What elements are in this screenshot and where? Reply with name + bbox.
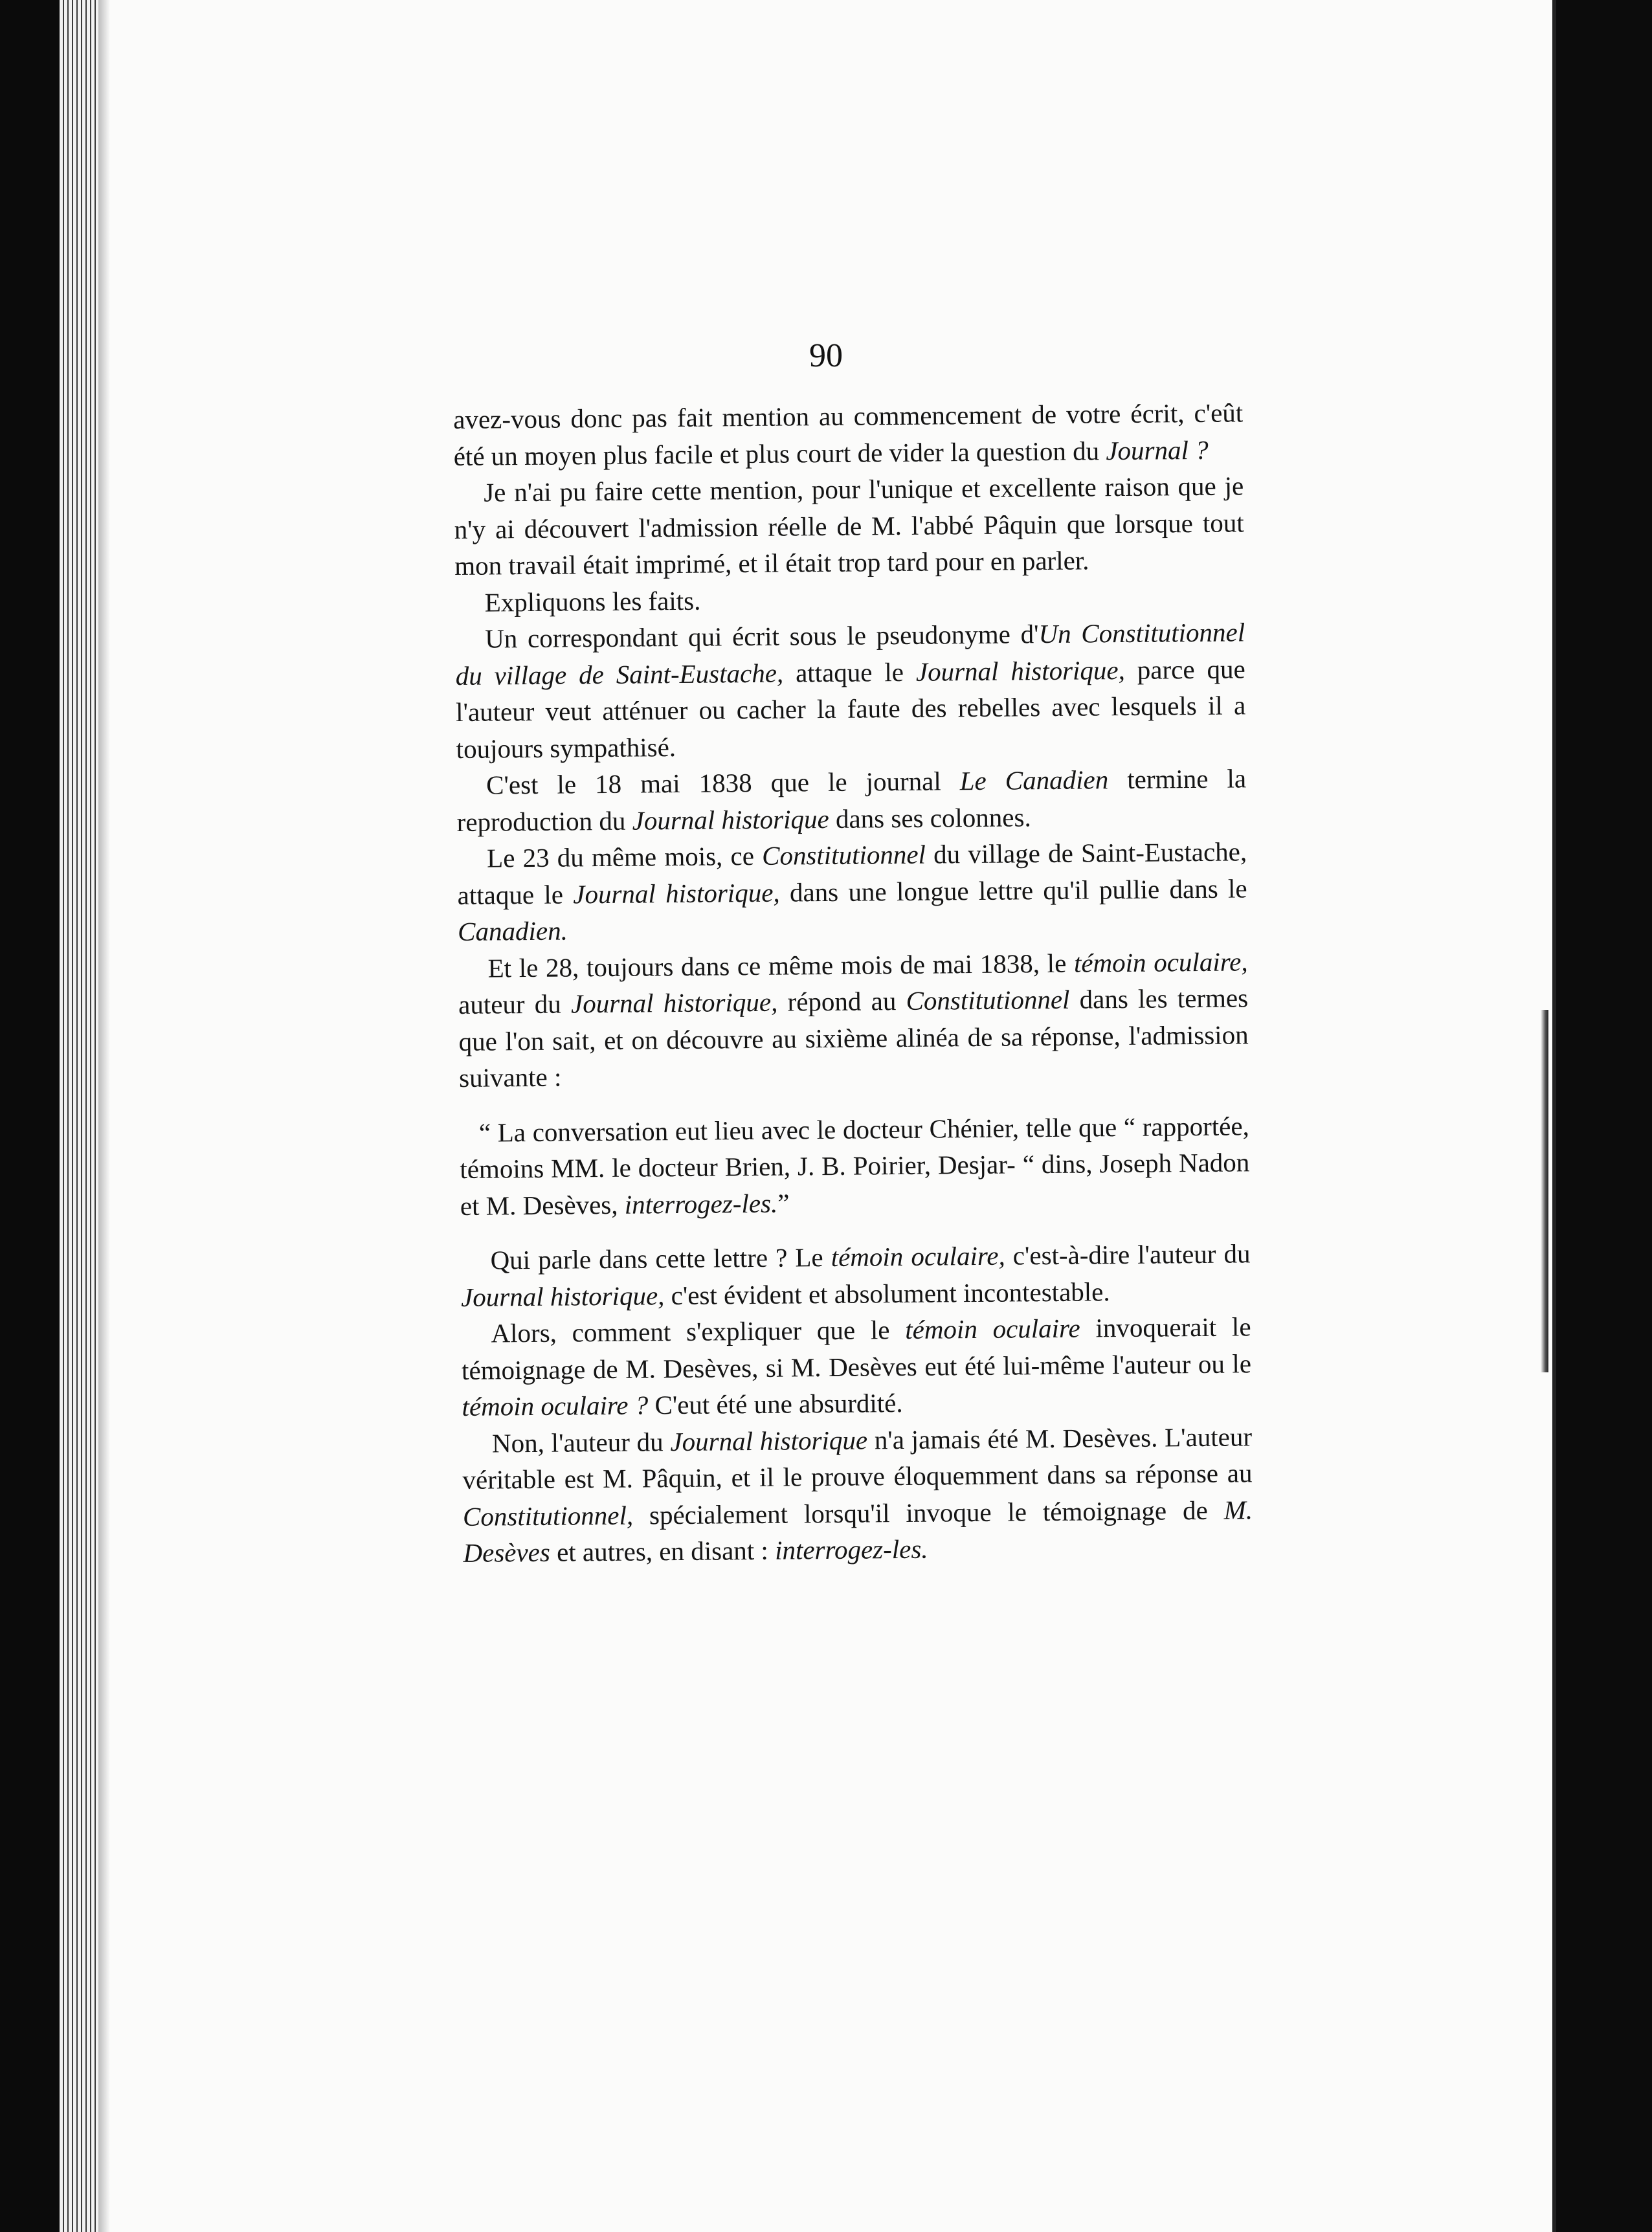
text-run: ” [777,1188,790,1218]
paragraph [457,833,1247,950]
paragraph [458,943,1249,1097]
paragraph [455,614,1246,767]
italic-text: Journal historique [632,803,829,836]
paragraph [454,467,1244,584]
text-run: Je n'ai pu faire cette mention, pour l'unique et excellente raison que je n'y ai découvert l'admission réelle de M. l'abbé Pâquin que lorsque tout mon travail était imprimé, et il était trop tard pour en parler. [454,471,1244,581]
italic-text: témoin oculaire ? [462,1390,649,1422]
text-run: n'a jamais été M. Desèves. L'auteur véritable est M. Pâquin, et il le prouve éloquemment dans sa réponse au [462,1421,1253,1495]
italic-text: Journal historique, [570,987,778,1019]
italic-text: Constitutionnel [761,839,926,871]
text-run: parce que l'auteur veut atténuer ou cacher la faute des rebelles avec lesquels il a toujours sympathisé. [455,653,1246,764]
italic-text: Le Canadien [959,764,1109,796]
text-run: termine la reproduction du [456,763,1247,837]
text-run: attaque le [783,656,917,688]
text-run: dans les termes que l'on sait, et on découvre au sixième alinéa de sa réponse, l'admission suivante : [458,983,1249,1093]
text-run: auteur du [458,988,572,1020]
block-quote [460,1108,1250,1224]
italic-text: Journal historique, [573,877,780,909]
text-run: C'est le 18 mai 1838 que le journal [486,766,960,800]
italic-text: M. Desèves [463,1494,1253,1568]
text-run: Qui parle dans cette lettre ? Le [490,1242,831,1275]
italic-text: témoin oculaire [905,1313,1080,1345]
text-run: Alors, comment s'expliquer que le [491,1314,906,1348]
italic-text: Un Constitutionnel du village de Saint-Eustache, [455,617,1245,691]
paragraph [456,760,1247,840]
body-text [453,394,1253,1571]
italic-text: interrogez-les. [774,1534,928,1565]
page-number: 90 [809,337,843,374]
text-run: Non, l'auteur du [491,1426,671,1458]
italic-text: Journal historique, [915,654,1126,687]
italic-text: Journal historique [670,1424,868,1456]
italic-text: Journal historique, [460,1280,665,1312]
text-run: dans une longue lettre qu'il pullie dans le [779,873,1247,908]
right-book-edge [1556,0,1652,2232]
text-run: répond au [777,985,906,1017]
text-run: Expliquons les faits. [484,585,701,618]
italic-text: Canadien. [457,915,568,946]
italic-text: Constitutionnel, [462,1500,634,1532]
italic-text: interrogez-les. [624,1188,778,1220]
text-run: Le 23 du même mois, ce [486,840,763,873]
paragraph [454,577,1244,621]
italic-text: témoin oculaire, [831,1240,1005,1272]
text-run: “ La conversation eut lieu avec le docteur Chénier, telle que “ rapportée, témoins MM. le docteur Brien, J. B. Poirier, Desjar- “ dins, Joseph Nadon et M. Desèves, [460,1110,1250,1221]
text-run: avez-vous donc pas fait mention au commencement de votre écrit, c'eût été un moyen plus facile et plus court de vider la question du [453,397,1244,471]
right-page-fold [1541,1010,1548,1372]
text-run: et autres, en disant : [550,1535,776,1567]
text-run: c'est-à-dire l'auteur du [1005,1238,1251,1271]
stacked-page-edges [60,0,98,2232]
text-run: c'est évident et absolument incontestable. [664,1276,1110,1310]
italic-text: témoin oculaire, [1073,946,1248,978]
paragraph [461,1308,1251,1425]
text-run: invoquerait le témoignage de M. Desèves, si M. Desèves eut été lui-même l'auteur ou le [461,1311,1252,1385]
paragraph [453,394,1244,474]
text-run: dans ses colonnes. [829,801,1031,834]
paragraph [462,1418,1253,1572]
text-run: du village de Saint-Eustache, attaque le [457,836,1247,910]
text-run: spécialement lorsqu'il invoque le témoignage de [632,1495,1224,1530]
page-gutter-shadow [98,0,110,2232]
left-book-edge [0,0,60,2232]
text-run: C'eut été une absurdité. [648,1387,903,1420]
italic-text: Constitutionnel [906,984,1070,1016]
italic-text: Journal ? [1106,434,1209,465]
text-run: Un correspondant qui écrit sous le pseudonyme d' [485,619,1039,654]
text-run: Et le 28, toujours dans ce même mois de mai 1838, le [487,948,1075,983]
paragraph [460,1235,1251,1315]
